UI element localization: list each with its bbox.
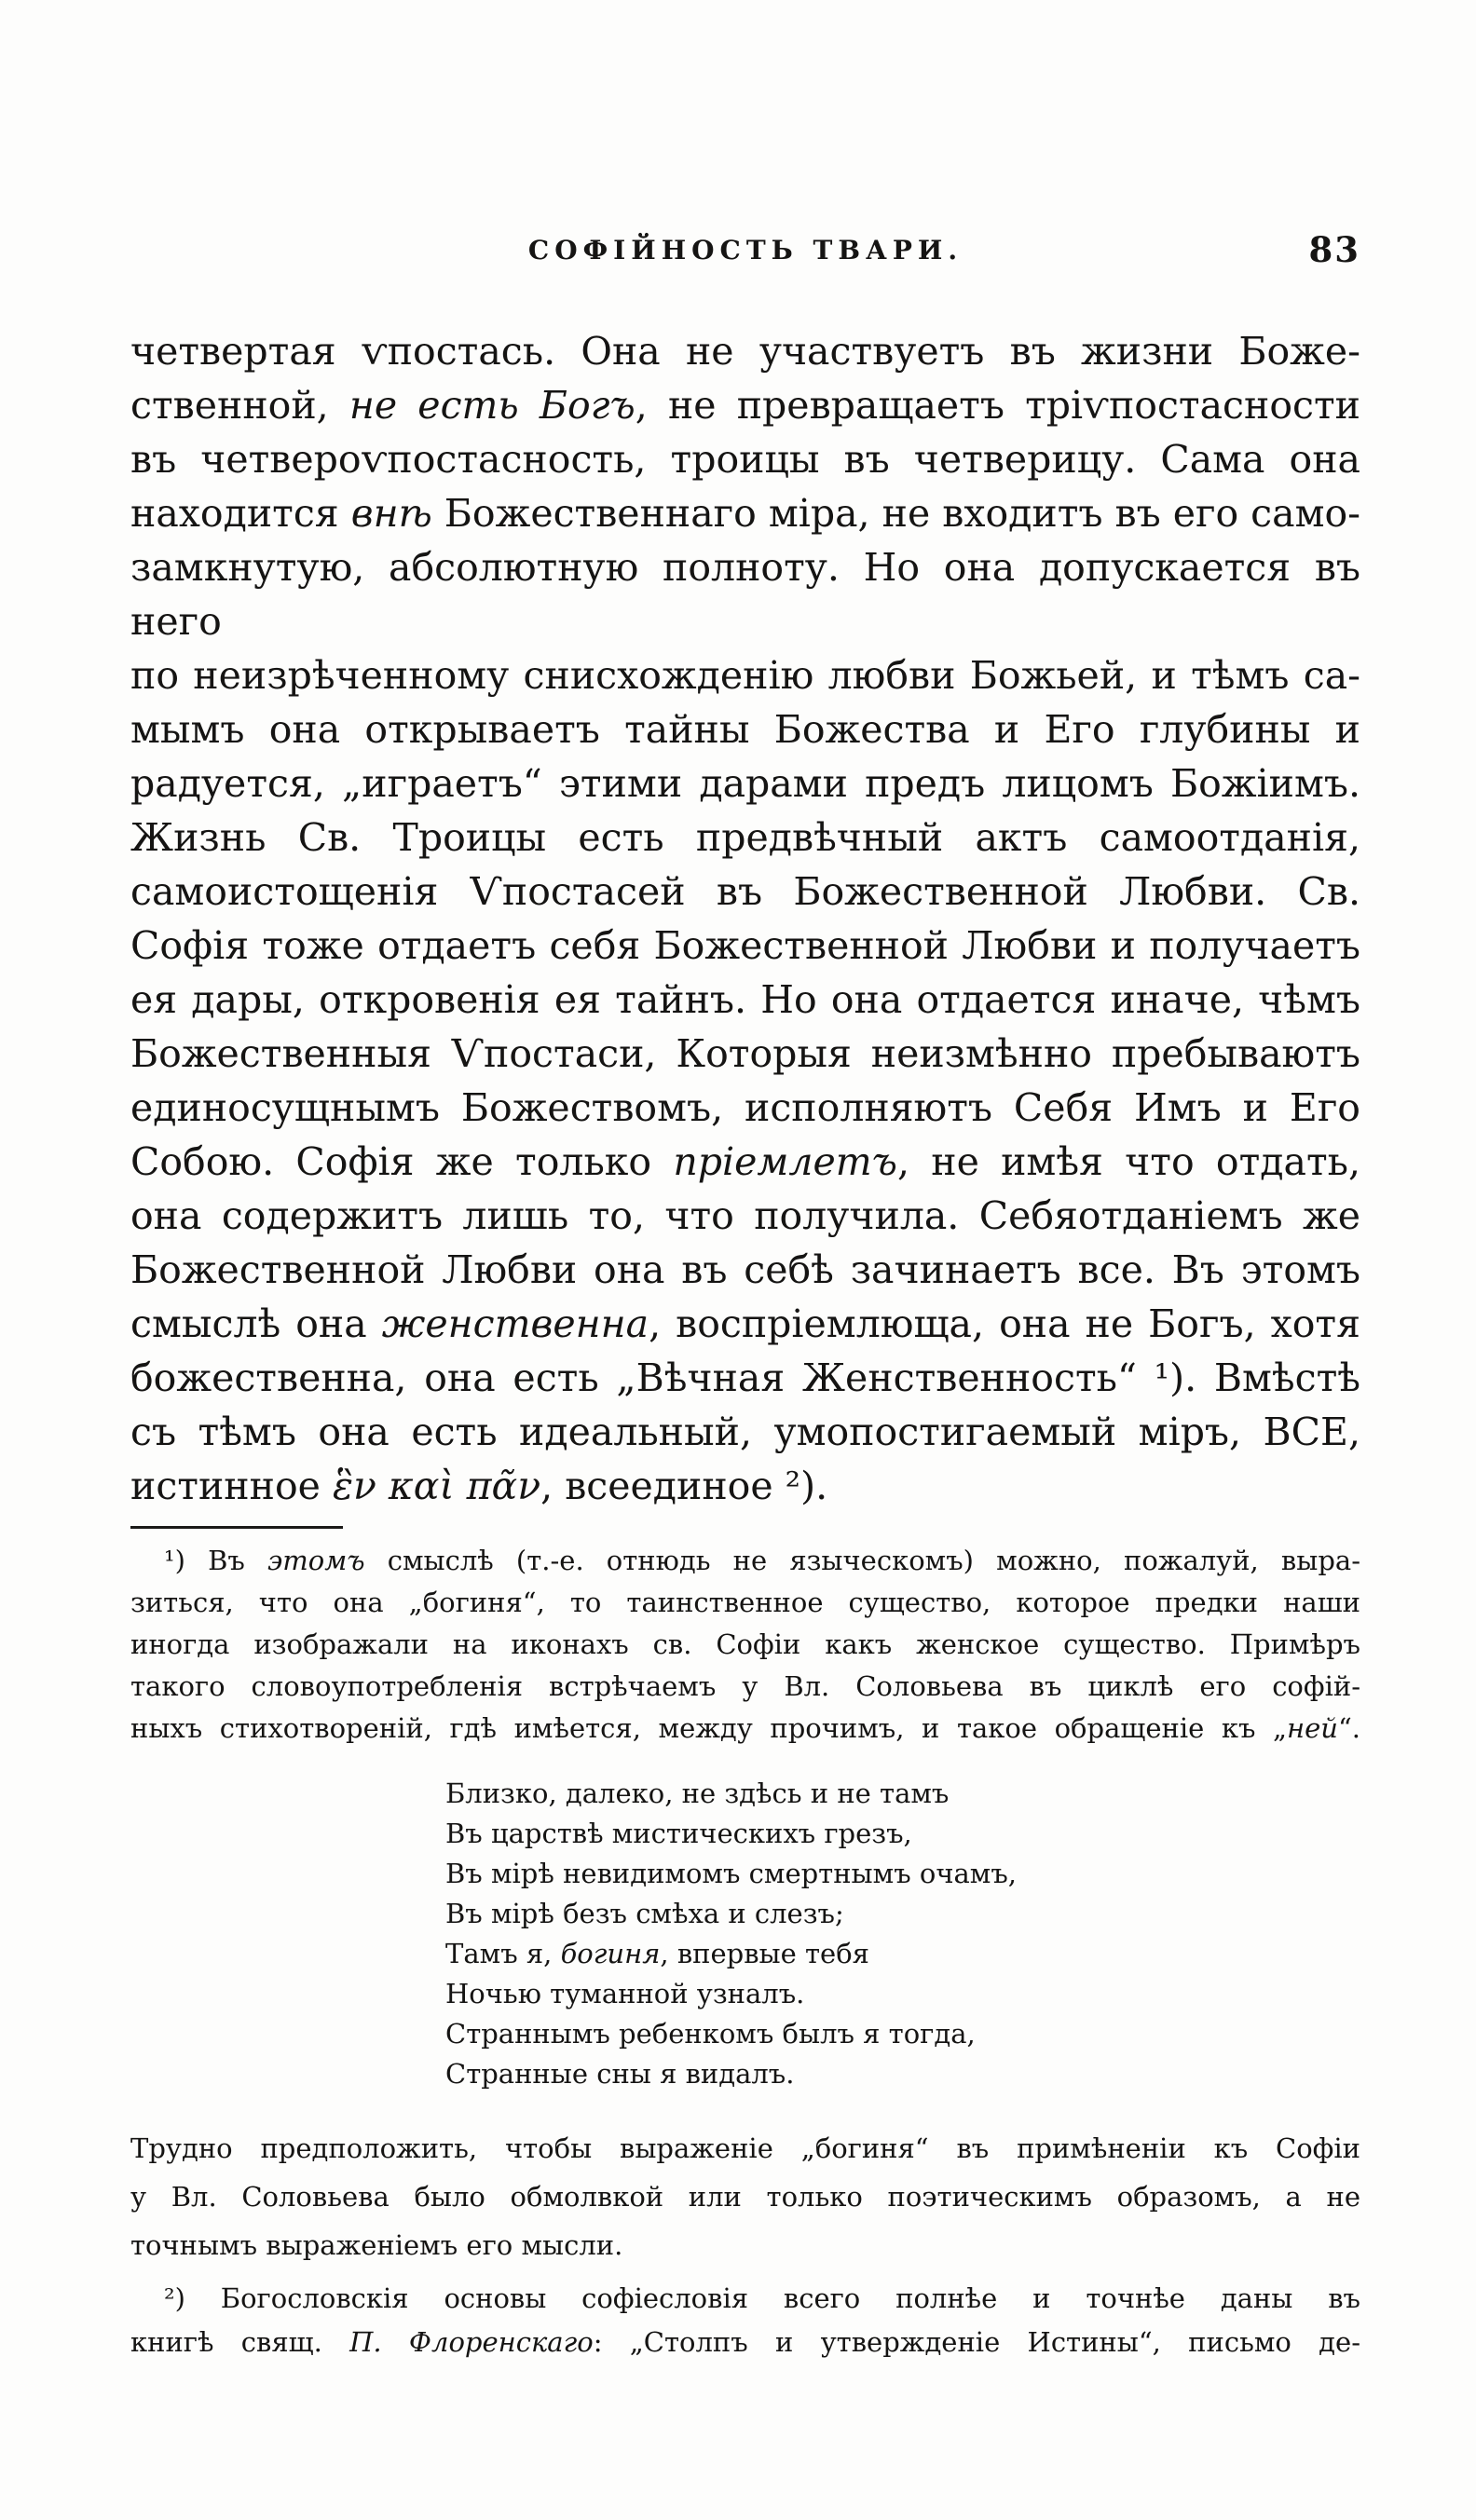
text-segment: зиться, что она „богиня“, то таинственное существо, которое предки наши (130, 1587, 1360, 1618)
text-line (130, 2321, 1360, 2364)
text-segment: замкнутую, абсолютную полноту. Но она допускается въ него (130, 545, 1360, 644)
text-line (130, 2277, 1360, 2321)
italic-text: богиня (560, 1938, 661, 1969)
text-line (130, 378, 1360, 432)
italic-text: внѣ (350, 491, 432, 536)
text-line (130, 1666, 1360, 1708)
text-line (445, 1774, 1360, 1814)
text-segment: Въ царствѣ мистическихъ грезъ, (445, 1818, 912, 1849)
text-segment: она содержитъ лишь то, что получила. Себяотданіемъ же (130, 1193, 1360, 1238)
text-segment: Собою. Софія же только (130, 1139, 674, 1184)
poem-quote (130, 1774, 1360, 2094)
text-segment: Божественныя Ѵпостаси, Которыя неизмѣнно пребываютъ (130, 1031, 1360, 1076)
text-segment: , не превращаетъ тріѵпостасности (635, 383, 1360, 428)
text-line (130, 1708, 1360, 1750)
text-line (130, 1027, 1360, 1081)
footnote-2 (130, 2277, 1360, 2364)
text-line (445, 1814, 1360, 1854)
text-segment: единосущнымъ Божествомъ, исполняютъ Себя Имъ и Его (130, 1085, 1360, 1130)
text-line (130, 919, 1360, 973)
text-segment: Божественнаго міра, не входитъ въ его само- (431, 491, 1361, 536)
text-segment: , всеединое ²). (540, 1464, 828, 1508)
text-line (130, 1624, 1360, 1666)
text-segment: : „Столпъ и утвержденіе Истины“, письмо де- (593, 2326, 1360, 2358)
text-line (130, 1081, 1360, 1135)
text-line (130, 973, 1360, 1027)
text-segment: , не имѣя что отдать, (896, 1139, 1360, 1184)
text-line (130, 540, 1360, 648)
text-line (445, 1854, 1360, 1894)
text-line (130, 2124, 1360, 2173)
text-segment: съ тѣмъ она есть идеальный, умопостигаемый міръ, ВСЕ, (130, 1410, 1360, 1454)
text-segment: Ночью туманной узналъ. (445, 1978, 805, 2009)
text-segment: Жизнь Св. Троицы есть предвѣчный актъ самоотданія, (130, 815, 1360, 860)
text-segment: Въ мірѣ безъ смѣха и слезъ; (445, 1898, 844, 1929)
text-segment: божественна, она есть „Вѣчная Женственность“ ¹). Вмѣстѣ (130, 1355, 1360, 1400)
text-line (130, 1540, 1360, 1582)
page-title: СОФІЙНОСТЬ ТВАРИ. (527, 235, 964, 266)
text-segment: по неизрѣченному снисхожденію любви Божьей, и тѣмъ са- (130, 653, 1360, 698)
text-line (130, 648, 1360, 702)
text-segment: ¹) Въ (164, 1545, 267, 1576)
text-segment: , воспріемлюща, она не Богъ, хотя (649, 1301, 1360, 1346)
footnote-1-continuation (130, 2124, 1360, 2269)
text-line (445, 1894, 1360, 1934)
text-segment: “. (1337, 1712, 1360, 1744)
text-segment: , впервые тебя (660, 1938, 869, 1969)
text-line (130, 486, 1360, 540)
text-line (130, 810, 1360, 865)
text-line (130, 1135, 1360, 1189)
text-segment: въ четвероѵпостасность, троицы въ четверицу. Сама она (130, 437, 1360, 482)
text-line (130, 1582, 1360, 1624)
text-segment: иногда изображали на иконахъ св. Софіи какъ женское существо. Примѣръ (130, 1628, 1360, 1660)
text-line (130, 1243, 1360, 1297)
italic-text: не есть Богъ (348, 383, 636, 428)
text-line (130, 432, 1360, 486)
text-segment: Странные сны я видалъ. (445, 2058, 795, 2090)
text-line (445, 2014, 1360, 2054)
text-segment: Софія тоже отдаетъ себя Божественной Любви и получаетъ (130, 923, 1360, 968)
text-line (130, 756, 1360, 810)
italic-text: П. Флоренскаго (349, 2326, 594, 2358)
text-segment: Въ мірѣ невидимомъ смертнымъ очамъ, (445, 1858, 1018, 1889)
text-segment: у Вл. Соловьева было обмолвкой или только поэтическимъ образомъ, а не (130, 2181, 1360, 2213)
italic-text: этомъ (267, 1545, 365, 1576)
italic-text: женственна (381, 1301, 649, 1346)
text-segment: книгѣ свящ. (130, 2326, 350, 2358)
text-segment: Близко, далеко, не здѣсь и не тамъ (445, 1778, 950, 1809)
page-number: 83 (1308, 229, 1360, 270)
text-line (130, 1405, 1360, 1459)
text-line (130, 324, 1360, 378)
text-segment: Тамъ я, (445, 1938, 561, 1969)
text-segment: ея дары, откровенія ея тайнъ. Но она отдается иначе, чѣмъ (130, 977, 1360, 1022)
text-line (130, 702, 1360, 756)
text-line (445, 1934, 1360, 1974)
text-segment: ственной, (130, 383, 349, 428)
text-segment: смыслѣ (т.-е. отнюдь не языческомъ) можно, пожалуй, выра- (364, 1545, 1360, 1576)
text-segment: Божественной Любви она въ себѣ зачинаетъ все. Въ этомъ (130, 1247, 1360, 1292)
text-line (130, 1459, 1360, 1513)
text-line (130, 2221, 1360, 2269)
text-segment: смыслѣ она (130, 1301, 382, 1346)
text-segment: Страннымъ ребенкомъ былъ я тогда, (445, 2018, 976, 2050)
text-line (130, 1351, 1360, 1405)
footnote-separator (130, 1526, 343, 1529)
text-segment: истинное (130, 1464, 333, 1508)
text-segment: четвертая ѵпостась. Она не участвуетъ въ жизни Боже- (130, 329, 1360, 374)
italic-text: ἓν καὶ πᾶν (332, 1464, 541, 1508)
running-header (130, 229, 1360, 272)
text-line (130, 2173, 1360, 2221)
text-line (445, 1974, 1360, 2014)
text-segment: самоистощенія Ѵпостасей въ Божественной Любви. Св. (130, 869, 1360, 914)
italic-text: ней (1287, 1712, 1338, 1744)
text-line (445, 2054, 1360, 2094)
italic-text: пріемлетъ (673, 1139, 897, 1184)
text-segment: ныхъ стихотвореній, гдѣ имѣется, между прочимъ, и такое обращеніе къ „ (130, 1712, 1287, 1744)
text-line (130, 865, 1360, 919)
text-segment: радуется, „играетъ“ этими дарами предъ лицомъ Божіимъ. (130, 761, 1360, 806)
text-segment: такого словоупотребленія встрѣчаемъ у Вл. Соловьева въ циклѣ его софій- (130, 1670, 1360, 1702)
main-paragraph (130, 324, 1360, 1513)
text-line (130, 1189, 1360, 1243)
text-segment: ²) Богословскія основы софіесловія всего полнѣе и точнѣе даны въ (164, 2282, 1360, 2314)
text-segment: находится (130, 491, 351, 536)
text-line (130, 1297, 1360, 1351)
text-segment: мымъ она открываетъ тайны Божества и Его глубины и (130, 707, 1360, 752)
text-segment: Трудно предположить, чтобы выраженіе „богиня“ въ примѣненіи къ Софіи (130, 2132, 1360, 2164)
footnote-1 (130, 1540, 1360, 1750)
text-segment: точнымъ выраженіемъ его мысли. (130, 2229, 623, 2261)
